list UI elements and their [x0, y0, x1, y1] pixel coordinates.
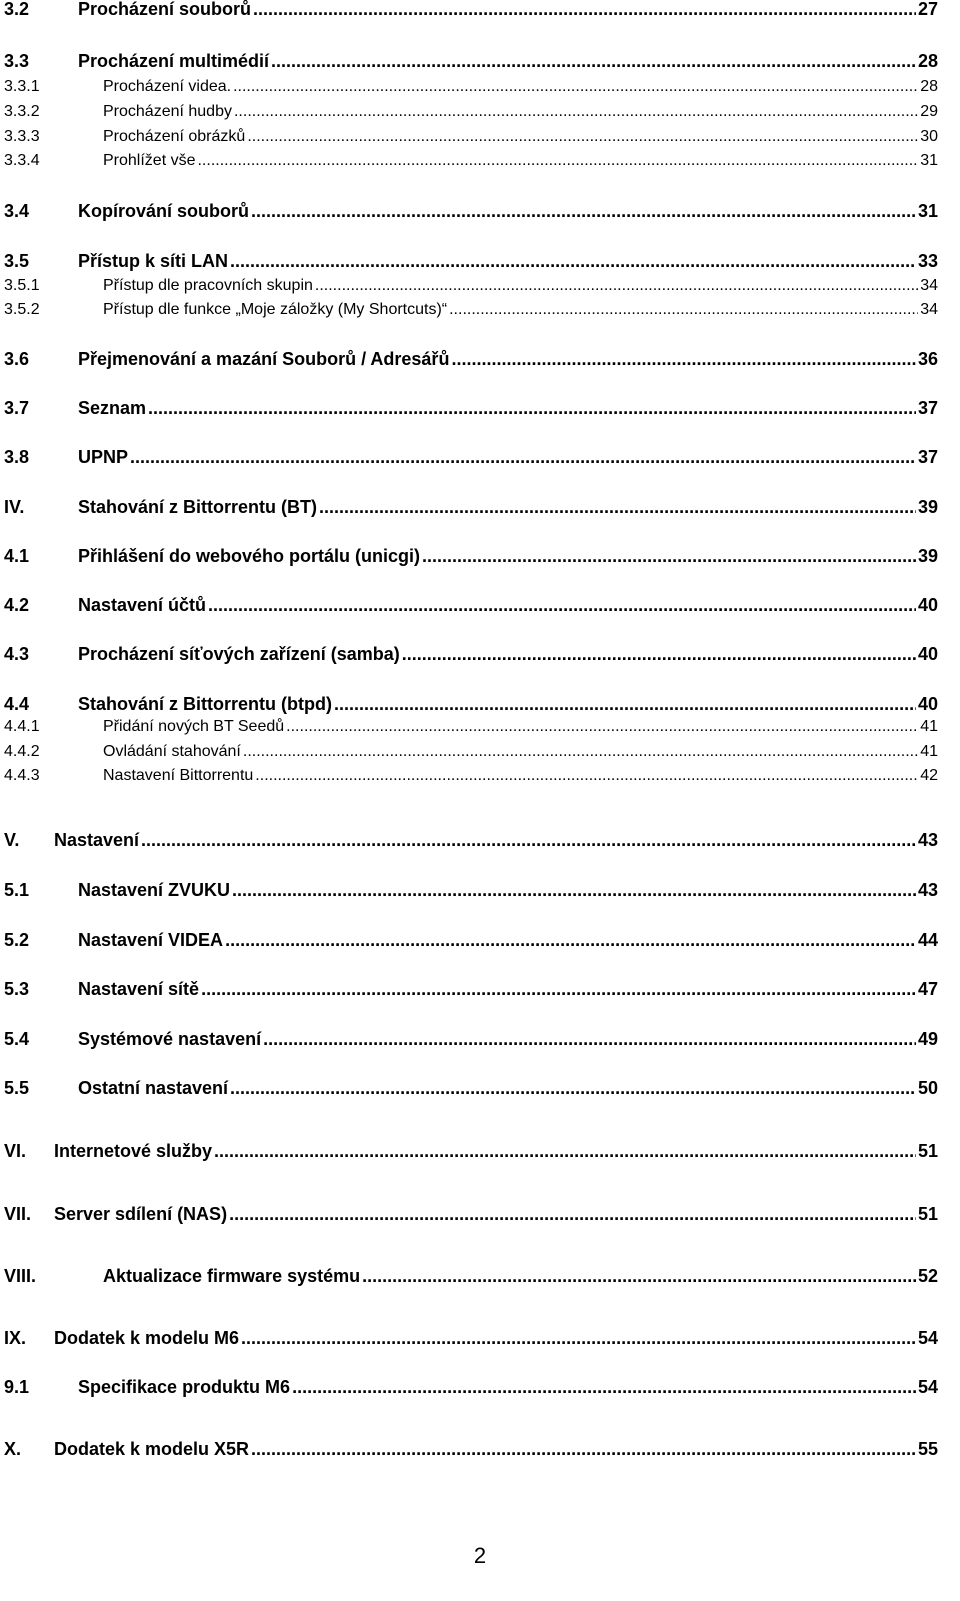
toc-entry-number: 3.3.3	[4, 128, 40, 145]
toc-entry[interactable]	[4, 695, 938, 713]
toc-entry[interactable]	[4, 1142, 938, 1160]
toc-entry-title: Server sdílení (NAS)	[54, 1204, 228, 1224]
toc-entry-number: 9.1	[4, 1377, 30, 1397]
toc-entry-title: Ovládání stahování	[103, 743, 241, 760]
toc-entry-number: 4.4.3	[4, 767, 40, 784]
toc-entry[interactable]	[4, 1440, 938, 1458]
toc-entry-leader	[251, 1440, 916, 1458]
toc-entry-leader	[214, 1142, 916, 1160]
toc-entry-number: 5.2	[4, 930, 30, 950]
toc-entry[interactable]	[4, 645, 938, 663]
toc-entry[interactable]	[4, 1378, 938, 1396]
toc-entry-number: 3.5	[4, 251, 30, 271]
toc-entry-page: 55	[917, 1439, 938, 1459]
toc-entry-page: 44	[917, 930, 938, 950]
page-number: 2	[473, 1543, 487, 1568]
toc-entry-page: 30	[920, 128, 938, 145]
toc-entry[interactable]	[4, 302, 938, 318]
toc-entry-leader	[315, 278, 918, 294]
toc-entry[interactable]	[4, 744, 938, 760]
toc-entry-number: 3.3.4	[4, 152, 40, 169]
toc-entry-leader	[319, 498, 916, 516]
toc-entry-number: VIII.	[4, 1266, 37, 1286]
toc-entry-page: 50	[917, 1078, 938, 1098]
toc-entry-number: 3.5.1	[4, 277, 40, 294]
toc-entry-title: Přidání nových BT Seedů	[103, 718, 285, 735]
toc-entry[interactable]	[4, 52, 938, 70]
toc-entry-number: X.	[4, 1439, 22, 1459]
toc-entry-number: IV.	[4, 497, 25, 517]
toc-entry[interactable]	[4, 719, 938, 735]
toc-entry-leader	[449, 302, 918, 318]
toc-entry-leader	[233, 79, 918, 95]
toc-entry-title: Nastavení ZVUKU	[78, 880, 231, 900]
toc-entry-page: 39	[917, 497, 938, 517]
toc-entry[interactable]	[4, 881, 938, 899]
toc-entry-page: 34	[920, 277, 938, 294]
toc-entry-leader	[141, 831, 916, 849]
toc-entry-title: Procházení souborů	[78, 0, 252, 19]
toc-entry-page: 43	[917, 880, 938, 900]
toc-entry-title: Kopírování souborů	[78, 201, 249, 221]
toc-entry-leader	[255, 768, 918, 784]
toc-entry-number: 3.5.2	[4, 301, 40, 318]
toc-entry-page: 40	[917, 694, 938, 714]
toc-entry-leader	[197, 153, 918, 169]
toc-entry[interactable]	[4, 0, 938, 18]
toc-entry-leader	[243, 744, 918, 760]
toc-entry-page: 47	[917, 979, 938, 999]
toc-entry-title: UPNP	[78, 447, 129, 467]
toc-entry-leader	[230, 252, 916, 270]
toc-entry-leader	[247, 129, 918, 145]
toc-entry-number: 3.3.1	[4, 78, 40, 95]
toc-entry-title: Procházení hudby	[103, 103, 232, 120]
toc-entry-number: IX.	[4, 1328, 27, 1348]
toc-entry-page: 51	[917, 1141, 938, 1161]
toc-entry-leader	[241, 1329, 916, 1347]
toc-entry-number: 5.3	[4, 979, 30, 999]
toc-entry[interactable]	[4, 831, 938, 849]
toc-entry-leader	[263, 1030, 916, 1048]
toc-entry-leader	[201, 980, 916, 998]
toc-entry-title: Přístup k síti LAN	[78, 251, 229, 271]
toc-entry-title: Nastavení	[54, 830, 140, 850]
toc-entry[interactable]	[4, 252, 938, 270]
toc-entry-number: 4.3	[4, 644, 30, 664]
toc-entry-leader	[148, 399, 916, 417]
toc-entry-number: 3.4	[4, 201, 30, 221]
toc-entry-page: 43	[917, 830, 938, 850]
toc-entry[interactable]	[4, 1267, 938, 1285]
toc-entry-title: Nastavení Bittorrentu	[103, 767, 254, 784]
toc-entry-page: 36	[917, 349, 938, 369]
toc-entry-title: Systémové nastavení	[78, 1029, 262, 1049]
toc-entry-leader	[271, 52, 916, 70]
toc-entry-leader	[362, 1267, 916, 1285]
toc-entry-page: 51	[917, 1204, 938, 1224]
toc-entry-number: 3.3	[4, 51, 30, 71]
toc-entry-page: 52	[917, 1266, 938, 1286]
toc-entry-number: 3.6	[4, 349, 30, 369]
toc-entry-leader	[422, 547, 916, 565]
toc-entry-page: 54	[917, 1377, 938, 1397]
toc-entry-title: Přístup dle funkce „Moje záložky (My Shortcuts)“	[103, 301, 448, 318]
toc-entry-leader	[130, 448, 916, 466]
toc-entry-page: 29	[920, 103, 938, 120]
toc-entry-page: 54	[917, 1328, 938, 1348]
toc-entry-number: 5.1	[4, 880, 30, 900]
toc-entry-number: 3.3.2	[4, 103, 40, 120]
toc-entry-title: Procházení videa.	[103, 78, 232, 95]
toc-entry-number: 3.7	[4, 398, 30, 418]
toc-entry-title: Procházení multimédií	[78, 51, 270, 71]
toc-entry-title: Nastavení sítě	[78, 979, 200, 999]
toc-entry[interactable]	[4, 498, 938, 516]
toc-entry-leader	[230, 1079, 916, 1097]
toc-entry[interactable]	[4, 1329, 938, 1347]
toc-entry-title: Dodatek k modelu X5R	[54, 1439, 250, 1459]
toc-entry-page: 39	[917, 546, 938, 566]
toc-entry-number: VII.	[4, 1204, 32, 1224]
toc-entry-title: Aktualizace firmware systému	[103, 1266, 361, 1286]
toc-entry-page: 37	[917, 447, 938, 467]
toc-entry[interactable]	[4, 931, 938, 949]
toc-entry-page: 33	[917, 251, 938, 271]
toc-entry-number: VI.	[4, 1141, 27, 1161]
toc-entry[interactable]	[4, 1030, 938, 1048]
toc-entry[interactable]	[4, 399, 938, 417]
toc-entry-page: 28	[920, 78, 938, 95]
toc-entry-leader	[286, 719, 918, 735]
toc-entry-number: 5.5	[4, 1078, 30, 1098]
toc-entry-number: 5.4	[4, 1029, 30, 1049]
toc-entry[interactable]	[4, 448, 938, 466]
toc-entry-title: Stahování z Bittorrentu (btpd)	[78, 694, 332, 714]
toc-entry-leader	[251, 202, 916, 220]
toc-entry-page: 42	[920, 767, 938, 784]
toc-entry-leader	[451, 350, 916, 368]
toc-entry-page: 27	[917, 0, 938, 19]
toc-entry[interactable]	[4, 350, 938, 368]
toc-entry-number: 4.1	[4, 546, 30, 566]
toc-entry-title: Prohlížet vše	[103, 152, 196, 169]
toc-entry-number: 3.2	[4, 0, 30, 19]
toc-entry-leader	[225, 931, 916, 949]
toc-entry-leader	[334, 695, 916, 713]
toc-entry-title: Procházení síťových zařízení (samba)	[78, 644, 400, 664]
toc-entry-title: Seznam	[78, 398, 147, 418]
toc-entry[interactable]	[4, 278, 938, 294]
toc-entry-page: 40	[917, 644, 938, 664]
toc-entry[interactable]	[4, 768, 938, 784]
toc-entry[interactable]	[4, 980, 938, 998]
toc-entry-leader	[232, 881, 916, 899]
toc-entry[interactable]	[4, 129, 938, 145]
toc-entry-title: Přístup dle pracovních skupin	[103, 277, 313, 294]
toc-entry[interactable]	[4, 153, 938, 169]
toc-entry-title: Přihlášení do webového portálu (unicgi)	[78, 546, 421, 566]
toc-entry-leader	[402, 645, 916, 663]
toc-entry-page: 31	[920, 152, 938, 169]
toc-entry-number: 4.4	[4, 694, 30, 714]
toc-entry-title: Internetové služby	[54, 1141, 213, 1161]
toc-entry[interactable]	[4, 1079, 938, 1097]
toc-entry-page: 28	[917, 51, 938, 71]
toc-entry[interactable]	[4, 104, 938, 120]
toc-entry-title: Nastavení účtů	[78, 595, 207, 615]
toc-entry-page: 37	[917, 398, 938, 418]
toc-entry-number: 3.8	[4, 447, 30, 467]
toc-entry-title: Ostatní nastavení	[78, 1078, 229, 1098]
toc-entry-title: Nastavení VIDEA	[78, 930, 224, 950]
toc-entry-leader	[234, 104, 918, 120]
toc-entry[interactable]	[4, 79, 938, 95]
toc-entry[interactable]	[4, 596, 938, 614]
toc-entry-title: Procházení obrázků	[103, 128, 246, 145]
toc-entry-page: 41	[920, 718, 938, 735]
toc-entry-title: Přejmenování a mazání Souborů / Adresářů	[78, 349, 450, 369]
toc-entry[interactable]	[4, 202, 938, 220]
toc-entry-leader	[229, 1205, 916, 1223]
toc-entry-number: V.	[4, 830, 20, 850]
toc-entry-number: 4.2	[4, 595, 30, 615]
toc-entry-number: 4.4.1	[4, 718, 40, 735]
toc-entry-leader	[253, 0, 916, 18]
toc-entry[interactable]	[4, 547, 938, 565]
toc-entry-page: 31	[917, 201, 938, 221]
toc-entry-leader	[208, 596, 916, 614]
toc-entry-page: 41	[920, 743, 938, 760]
toc-entry-leader	[292, 1378, 916, 1396]
toc-entry[interactable]	[4, 1205, 938, 1223]
toc-entry-page: 40	[917, 595, 938, 615]
toc-entry-title: Specifikace produktu M6	[78, 1377, 291, 1397]
toc-entry-title: Dodatek k modelu M6	[54, 1328, 240, 1348]
toc-entry-page: 34	[920, 301, 938, 318]
toc-entry-number: 4.4.2	[4, 743, 40, 760]
toc-entry-title: Stahování z Bittorrentu (BT)	[78, 497, 317, 517]
toc-entry-page: 49	[917, 1029, 938, 1049]
